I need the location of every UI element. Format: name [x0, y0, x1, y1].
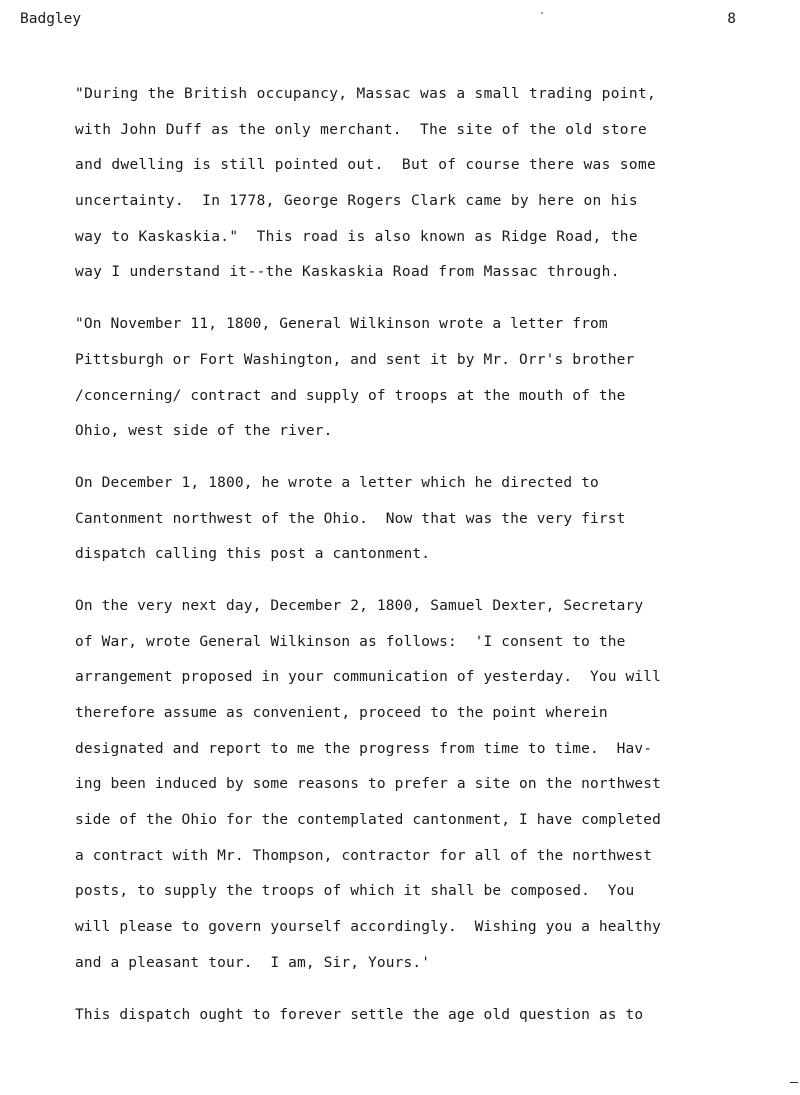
- text-line: On the very next day, December 2, 1800, Samuel Dexter, Secretary: [75, 597, 644, 614]
- text-line: therefore assume as convenient, proceed to the point wherein: [75, 705, 608, 721]
- text-line: On December 1, 1800, he wrote a letter which he directed to: [75, 474, 599, 491]
- text-line: way I understand it--the Kaskaskia Road from Massac through.: [75, 264, 620, 281]
- margin-mark: [790, 1082, 798, 1083]
- text-line: uncertainty. In 1778, George Rogers Clark came by here on his: [75, 193, 638, 210]
- page-number: 8: [727, 11, 736, 27]
- text-line: and a pleasant tour. I am, Sir, Yours.': [75, 954, 431, 971]
- text-line: a contract with Mr. Thompson, contractor for all of the northwest: [75, 847, 653, 864]
- text-line: dispatch calling this post a cantonment.: [75, 546, 431, 563]
- text-line: will please to govern yourself accordingly. Wishing you a healthy: [75, 919, 662, 936]
- author-name: Badgley: [20, 11, 82, 27]
- text-line: with John Duff as the only merchant. The site of the old store: [75, 121, 648, 138]
- paragraph-wilkinson-letter: [75, 314, 790, 457]
- body-text: [75, 84, 790, 1056]
- paragraph-cantonment-dispatch: [75, 473, 790, 580]
- text-line: of War, wrote General Wilkinson as follows: 'I consent to the: [75, 633, 626, 650]
- paragraph-dispatch-conclusion: [75, 1005, 790, 1041]
- paragraph-dexter-reply: [75, 596, 790, 989]
- text-line: Pittsburgh or Fort Washington, and sent it by Mr. Orr's brother: [75, 351, 635, 368]
- text-line: This dispatch ought to forever settle the age old question as to: [75, 1006, 644, 1023]
- text-line: designated and report to me the progress from time to time. Hav-: [75, 740, 653, 757]
- text-line: "On November 11, 1800, General Wilkinson wrote a letter from: [75, 316, 608, 333]
- text-line: side of the Ohio for the contemplated cantonment, I have completed: [75, 812, 662, 829]
- running-head: [20, 11, 736, 33]
- text-line: and dwelling is still pointed out. But of course there was some: [75, 157, 657, 174]
- text-line: /concerning/ contract and supply of troops at the mouth of the: [75, 387, 626, 404]
- text-line: way to Kaskaskia." This road is also known as Ridge Road, the: [75, 228, 638, 245]
- paragraph-massac-trading-point: [75, 84, 790, 298]
- text-line: "During the British occupancy, Massac was a small trading point,: [75, 86, 657, 102]
- text-line: ing been induced by some reasons to prefer a site on the northwest: [75, 776, 662, 793]
- text-line: posts, to supply the troops of which it shall be composed. You: [75, 883, 635, 900]
- text-line: Cantonment northwest of the Ohio. Now that was the very first: [75, 510, 626, 527]
- text-line: arrangement proposed in your communication of yesterday. You will: [75, 669, 662, 686]
- text-line: Ohio, west side of the river.: [75, 423, 333, 440]
